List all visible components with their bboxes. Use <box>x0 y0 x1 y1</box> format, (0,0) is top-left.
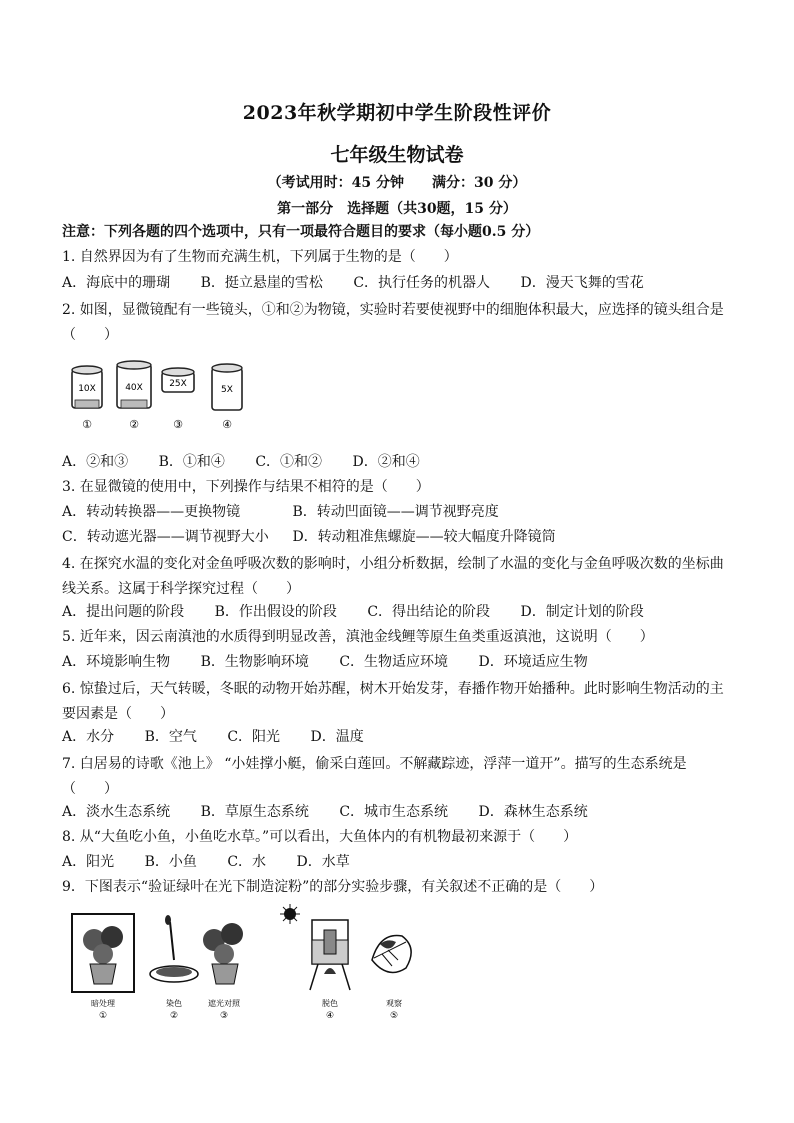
lens-figure <box>62 358 262 433</box>
step-dark-treatment <box>72 914 134 1021</box>
option-b[interactable]: B．①和④ <box>158 454 225 470</box>
question-options <box>62 602 734 622</box>
step-label: 染色 <box>166 999 182 1008</box>
step-staining <box>150 915 198 1021</box>
experiment-figure <box>62 902 422 1022</box>
exam-info: （考试用时：45 分钟 满分：30 分） <box>267 175 527 191</box>
option-c[interactable]: C．执行任务的机器人 <box>353 275 491 291</box>
question-stem: 2. 如图，显微镜配有一些镜头，①和②为物镜，实验时若要使视野中的细胞体积最大，应选择的镜头组合是（ ） <box>62 302 724 343</box>
step-decolorizing <box>310 920 350 1021</box>
option-d[interactable]: D．转动粗准焦螺旋——较大幅度升降镜筒 <box>292 529 556 545</box>
option-c[interactable]: C．得出结论的阶段 <box>367 604 491 620</box>
step-label: 暗处理 <box>91 999 115 1008</box>
option-b[interactable]: B．生物影响环境 <box>200 654 309 670</box>
lens-label: 40X <box>125 383 143 393</box>
question-stem: 5. 近年来，因云南滇池的水质得到明显改善，滇池金线鲤等原生鱼类重返滇池，这说明（ ） <box>62 629 654 645</box>
lens-number: ② <box>129 418 139 431</box>
exam-title: 2023年秋学期初中学生阶段性评价 <box>242 102 552 124</box>
option-a[interactable]: A．阳光 <box>62 854 115 870</box>
sun-icon <box>280 904 300 924</box>
lens-number: ① <box>82 418 92 431</box>
option-a[interactable]: A．海底中的珊瑚 <box>62 275 171 291</box>
question-stem: 9．下图表示“验证绿叶在光下制造淀粉”的部分实验步骤，有关叙述不正确的是（ ） <box>62 879 604 895</box>
option-a[interactable]: A．②和③ <box>62 454 129 470</box>
question-stem: 4. 在探究水温的变化对金鱼呼吸次数的影响时，小组分析数据，绘制了水温的变化与金鱼呼吸次数的坐标曲线关系。这属于科学探究过程（ ） <box>62 556 724 597</box>
option-b[interactable]: B．作出假设的阶段 <box>214 604 337 620</box>
step-number: ⑤ <box>389 1011 399 1021</box>
step-number: ② <box>169 1011 179 1021</box>
question-stem: 7. 白居易的诗歌《池上》 “小娃撑小艇，偷采白莲回。不解藏踪迹，浮萍一道开”。描写的生态系统是（ ） <box>62 756 687 797</box>
option-d[interactable]: D．水草 <box>296 854 350 870</box>
objective-lens-5x <box>212 364 242 431</box>
question-stem: 1. 自然界因为有了生物而充满生机，下列属于生物的是（ ） <box>62 249 458 265</box>
question-options <box>62 502 734 522</box>
step-number: ① <box>98 1011 108 1021</box>
option-d[interactable]: D．制定计划的阶段 <box>520 604 644 620</box>
lens-label: 25X <box>169 379 187 389</box>
step-shading-control <box>203 923 243 1021</box>
question-options <box>62 527 734 547</box>
question-stem: 8. 从“大鱼吃小鱼，小鱼吃水草。”可以看出，大鱼体内的有机物最初来源于（ ） <box>62 829 578 845</box>
step-number: ③ <box>219 1011 229 1021</box>
option-c[interactable]: C．①和② <box>255 454 323 470</box>
question-options <box>62 452 734 472</box>
option-d[interactable]: D．漫天飞舞的雪花 <box>520 275 644 291</box>
step-number: ④ <box>325 1011 335 1021</box>
option-d[interactable]: D．森林生态系统 <box>478 804 588 820</box>
question-options <box>62 273 734 293</box>
question-stem: 6. 惊蛰过后，天气转暖，冬眠的动物开始苏醒，树木开始发芽，春播作物开始播种。此时影响生物活动的主要因素是（ ） <box>62 681 724 722</box>
option-d[interactable]: D．②和④ <box>352 454 420 470</box>
option-c[interactable]: C．阳光 <box>227 729 281 745</box>
option-c[interactable]: C．生物适应环境 <box>339 654 449 670</box>
question-options <box>62 852 734 872</box>
option-b[interactable]: B．空气 <box>144 729 197 745</box>
section-heading: 第一部分 选择题（共30题，15 分） <box>277 201 517 217</box>
option-a[interactable]: A．水分 <box>62 729 115 745</box>
option-c[interactable]: C．城市生态系统 <box>339 804 449 820</box>
step-label: 脱色 <box>322 999 338 1008</box>
objective-lens-25x <box>162 368 194 431</box>
eyepiece-lens-10x <box>72 366 102 431</box>
exam-subtitle: 七年级生物试卷 <box>330 144 464 166</box>
option-c[interactable]: C．转动遮光器——调节视野大小 <box>62 529 269 545</box>
option-a[interactable]: A．淡水生态系统 <box>62 804 171 820</box>
lens-number: ③ <box>173 418 183 431</box>
option-a[interactable]: A．转动转换器——更换物镜 <box>62 504 241 520</box>
option-b[interactable]: B．转动凹面镜——调节视野亮度 <box>292 504 499 520</box>
question-stem: 3. 在显微镜的使用中，下列操作与结果不相符的是（ ） <box>62 479 430 495</box>
lens-label: 5X <box>221 385 233 395</box>
option-a[interactable]: A．环境影响生物 <box>62 654 171 670</box>
option-b[interactable]: B．挺立悬崖的雪松 <box>200 275 323 291</box>
step-observation <box>372 936 411 1022</box>
eyepiece-lens-40x <box>117 361 151 431</box>
option-b[interactable]: B．草原生态系统 <box>200 804 309 820</box>
option-c[interactable]: C．水 <box>227 854 267 870</box>
option-a[interactable]: A．提出问题的阶段 <box>62 604 185 620</box>
option-d[interactable]: D．环境适应生物 <box>478 654 588 670</box>
notice: 注意：下列各题的四个选项中，只有一项最符合题目的要求（每小题0.5 分） <box>62 224 540 240</box>
question-options <box>62 652 734 672</box>
option-d[interactable]: D．温度 <box>310 729 364 745</box>
question-options <box>62 802 734 822</box>
step-label: 遮光对照 <box>208 999 240 1008</box>
step-label: 观察 <box>386 999 402 1008</box>
lens-label: 10X <box>78 384 96 394</box>
option-b[interactable]: B．小鱼 <box>144 854 197 870</box>
lens-number: ④ <box>222 418 232 431</box>
question-options <box>62 727 734 747</box>
